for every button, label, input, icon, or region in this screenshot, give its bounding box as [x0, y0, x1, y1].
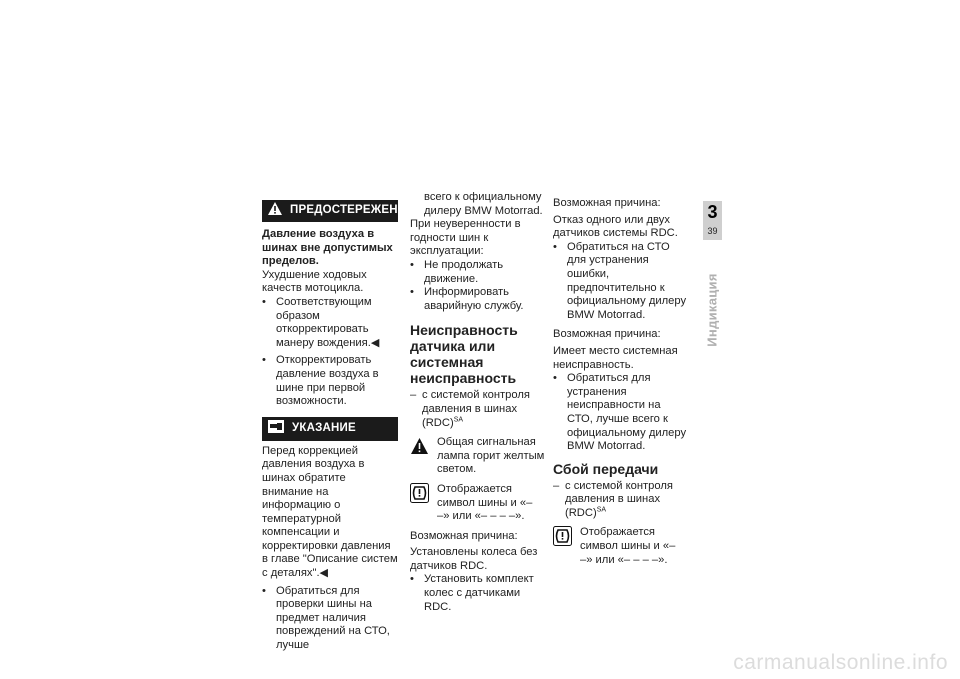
- sa-marker: SA: [453, 415, 464, 423]
- warning-triangle-icon: [268, 202, 282, 220]
- bullet-stop: • Не продолжать движение.: [410, 259, 545, 286]
- bullet-workshop-1: • Обратиться на СТО для устранения ошибки, предпочтительно к официальному дилеру BMW Motorrad.: [553, 241, 688, 323]
- section-name: Индикация: [704, 273, 720, 347]
- warning-label: ПРЕДОСТЕРЕЖЕНИЕ: [290, 204, 415, 217]
- cause-label-2: Возможная причина:: [553, 328, 661, 341]
- rdc-option-text-2: с системой контроля давления в шинах (RDC): [565, 479, 673, 519]
- tire-symbol-text: Отображается символ шины и «– –» или «– – – –».: [437, 482, 533, 523]
- rdc-option-line-2: [553, 480, 688, 521]
- column-3: [553, 197, 688, 567]
- column-1: [262, 200, 415, 653]
- tire-pressure-icon: [410, 483, 429, 503]
- cause-label: Возможная причина:: [410, 529, 518, 542]
- bullet-workshop-2: • Обратиться для устранения неисправности на СТО, лучше всего к официальному дилеру BMW Motorrad.: [553, 372, 688, 454]
- warning-bullet-2: • Откорректировать давление воздуха в шине при первой возможности.: [262, 354, 398, 408]
- indicator-row-tire-symbol-2: [553, 526, 688, 567]
- continued-text: всего к официальному дилеру BMW Motorrad.: [424, 191, 543, 217]
- note-hand-icon: [268, 420, 284, 438]
- bullet-install: • Установить комплект колес с датчиками RDC.: [410, 573, 545, 614]
- page-number: 39: [707, 226, 718, 236]
- cause-text: Установлены колеса без датчиков RDC.: [410, 546, 538, 572]
- indicator-row-general-warning: [410, 436, 545, 477]
- section-side-label: [701, 270, 723, 350]
- paragraph-1: При неуверенности в годности шин к эксплуатации:: [410, 218, 521, 258]
- rdc-option-line: [410, 389, 545, 430]
- section-heading-transmission-fault: Сбой передачи: [553, 460, 659, 477]
- general-warning-text: Общая сигнальная лампа горит желтым светом.: [437, 436, 545, 476]
- warning-heading: Давление воздуха в шинах вне допустимых пределов.: [262, 228, 393, 268]
- warning-bullet-1: • Соответствующим образом откорректировать манеру вождения.◀: [262, 296, 398, 350]
- warning-bar: [262, 200, 415, 222]
- column-2: [410, 191, 545, 614]
- note-label: УКАЗАНИЕ: [292, 421, 356, 434]
- sa-marker-2: SA: [596, 506, 607, 514]
- bullet-inform: • Информировать аварийную службу.: [410, 286, 545, 313]
- indicator-row-tire-symbol: [410, 483, 545, 524]
- tire-pressure-icon-2: [553, 526, 572, 546]
- chapter-number: 3: [707, 202, 718, 222]
- cause-text-2: Имеет место системная неисправность.: [553, 344, 678, 371]
- note-bullet-1: • Обратиться для проверки шины на предмет наличия повреждений на СТО, лучше: [262, 585, 398, 653]
- general-warning-icon: [410, 436, 429, 456]
- warning-text: Ухудшение ходовых качеств мотоцикла.: [262, 268, 367, 295]
- rdc-option-text: с системой контроля давления в шинах (RDC): [422, 389, 530, 429]
- note-text: Перед коррекцией давления воздуха в шинах обратите внимание на информацию о температурной компенсации и корректировки давления в главе "Описание систем с деталях".◀: [262, 444, 398, 580]
- cause-text-1: Отказ одного или двух датчиков системы RDC.: [553, 213, 678, 240]
- watermark: carmanualsonline.info: [733, 651, 948, 674]
- cause-label-1: Возможная причина:: [553, 197, 661, 209]
- section-heading-sensor-fault: Неисправность датчика или системная неисправность: [410, 322, 518, 387]
- note-bar: [262, 417, 398, 441]
- tire-symbol-text-2: Отображается символ шины и «– –» или «– – – –».: [580, 526, 676, 566]
